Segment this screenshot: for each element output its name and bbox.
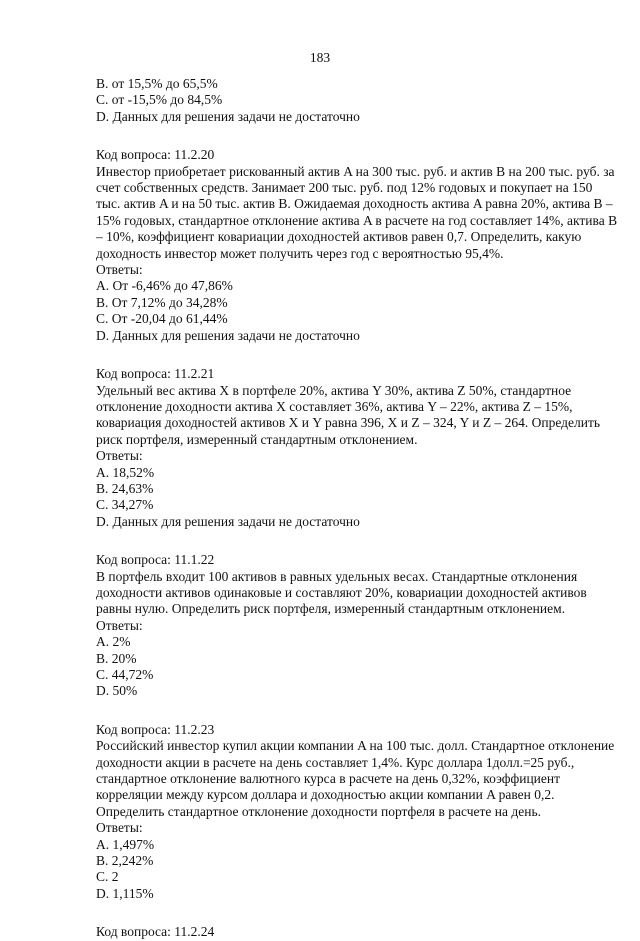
answers-label: Ответы: bbox=[96, 617, 143, 633]
question-text-line: риск портфеля, измеренный стандартным отклонением. bbox=[96, 431, 418, 447]
question-text-line: равны нулю. Определить риск портфеля, измеренный стандартным отклонением. bbox=[96, 601, 565, 617]
question-text-line: Российский инвестор купил акции компании A на 100 тыс. долл. Стандартное отклонение bbox=[96, 738, 615, 754]
question-text-line: стандартное отклонение валютного курса в расчете на день 0,32%, коэффициент bbox=[96, 771, 561, 787]
answers-label: Ответы: bbox=[96, 262, 143, 278]
answer-option: B. от 15,5% до 65,5% bbox=[96, 76, 218, 91]
question-text-line: отклонение доходности актива X составляет 36%, актива Y – 22%, актива Z – 15%, bbox=[96, 398, 573, 414]
answer-option: A. 2% bbox=[96, 634, 131, 650]
question-text-line: счет собственных средств. Занимает 200 тыс. руб. под 12% годовых и покупает на 150 bbox=[96, 180, 593, 196]
answer-option: D. Данных для решения задачи не достаточно bbox=[96, 108, 360, 124]
question-text-line: В портфель входит 100 активов в равных удельных весах. Стандартные отклонения bbox=[96, 568, 578, 584]
answer-option: C. 34,27% bbox=[96, 497, 154, 513]
question-text-line: ковариация доходностей активов X и Y равна 396, X и Z – 324, Y и Z – 264. Определить bbox=[96, 415, 601, 431]
question-code: Код вопроса: 11.2.23 bbox=[96, 721, 215, 737]
answer-option: C. 2 bbox=[96, 869, 119, 885]
answer-option: D. 1,115% bbox=[96, 885, 154, 901]
answer-option: D. Данных для решения задачи не достаточно bbox=[96, 327, 360, 343]
answers-label: Ответы: bbox=[96, 448, 143, 464]
answer-option: D. 50% bbox=[96, 683, 138, 699]
question-text-line: Инвестор приобретает рискованный актив A на 300 тыс. руб. и актив B на 200 тыс. руб. за bbox=[96, 163, 615, 179]
question-text-line: – 10%, коэффициент ковариации доходностей активов равен 0,7. Определить, какую bbox=[96, 229, 582, 245]
answer-option: C. от -15,5% до 84,5% bbox=[96, 92, 223, 108]
question-text-line: доходности активов одинаковые и составляют 20%, ковариации доходностей активов bbox=[96, 584, 587, 600]
question-code: Код вопроса: 11.2.24 bbox=[96, 924, 215, 940]
question-block bbox=[96, 721, 615, 902]
answers-label: Ответы: bbox=[96, 820, 143, 836]
answer-option: A. 1,497% bbox=[96, 836, 155, 852]
answer-option: C. 44,72% bbox=[96, 667, 154, 682]
answer-option: D. Данных для решения задачи не достаточно bbox=[96, 513, 360, 529]
answer-option: A. От -6,46% до 47,86% bbox=[96, 278, 233, 294]
question-code: Код вопроса: 11.2.21 bbox=[96, 366, 215, 382]
question-text-line: Удельный вес актива X в портфеле 20%, актива Y 30%, актива Z 50%, стандартное bbox=[96, 382, 572, 398]
page-content bbox=[96, 76, 618, 941]
previous-question-answers bbox=[96, 76, 602, 125]
question-code: Код вопроса: 11.2.20 bbox=[96, 147, 215, 163]
question-text-line: доходности акции в расчете на день составляет 1,4%. Курс доллара 1долл.=25 руб., bbox=[96, 754, 575, 770]
answer-option: B. От 7,12% до 34,28% bbox=[96, 294, 228, 310]
question-text-line: доходность инвестор может получить через год с вероятностью 95,4%. bbox=[96, 245, 504, 261]
question-text-line: корреляции между курсом доллара и доходностью акции компании A равен 0,2. bbox=[96, 787, 555, 803]
answer-option: C. От -20,04 до 61,44% bbox=[96, 311, 228, 327]
answer-option: B. 20% bbox=[96, 650, 137, 666]
question-block bbox=[96, 147, 618, 344]
page-number: 183 bbox=[309, 50, 331, 65]
question-block bbox=[96, 552, 602, 700]
question-code: Код вопроса: 11.1.22 bbox=[96, 552, 215, 568]
question-text-line: 15% годовых, стандартное отклонение актива A в расчете на год составляет 14%, актива B bbox=[96, 212, 618, 228]
answer-option: B. 24,63% bbox=[96, 480, 154, 496]
answer-option: A. 18,52% bbox=[96, 464, 155, 480]
question-block bbox=[96, 366, 602, 530]
answer-option: B. 2,242% bbox=[96, 853, 154, 869]
question-text-line: Определить стандартное отклонение доходности портфеля в расчете на день. bbox=[96, 803, 541, 819]
question-text-line: тыс. актив A и на 50 тыс. актив B. Ожидаемая доходность актива A равна 20%, актива B – bbox=[96, 196, 613, 212]
